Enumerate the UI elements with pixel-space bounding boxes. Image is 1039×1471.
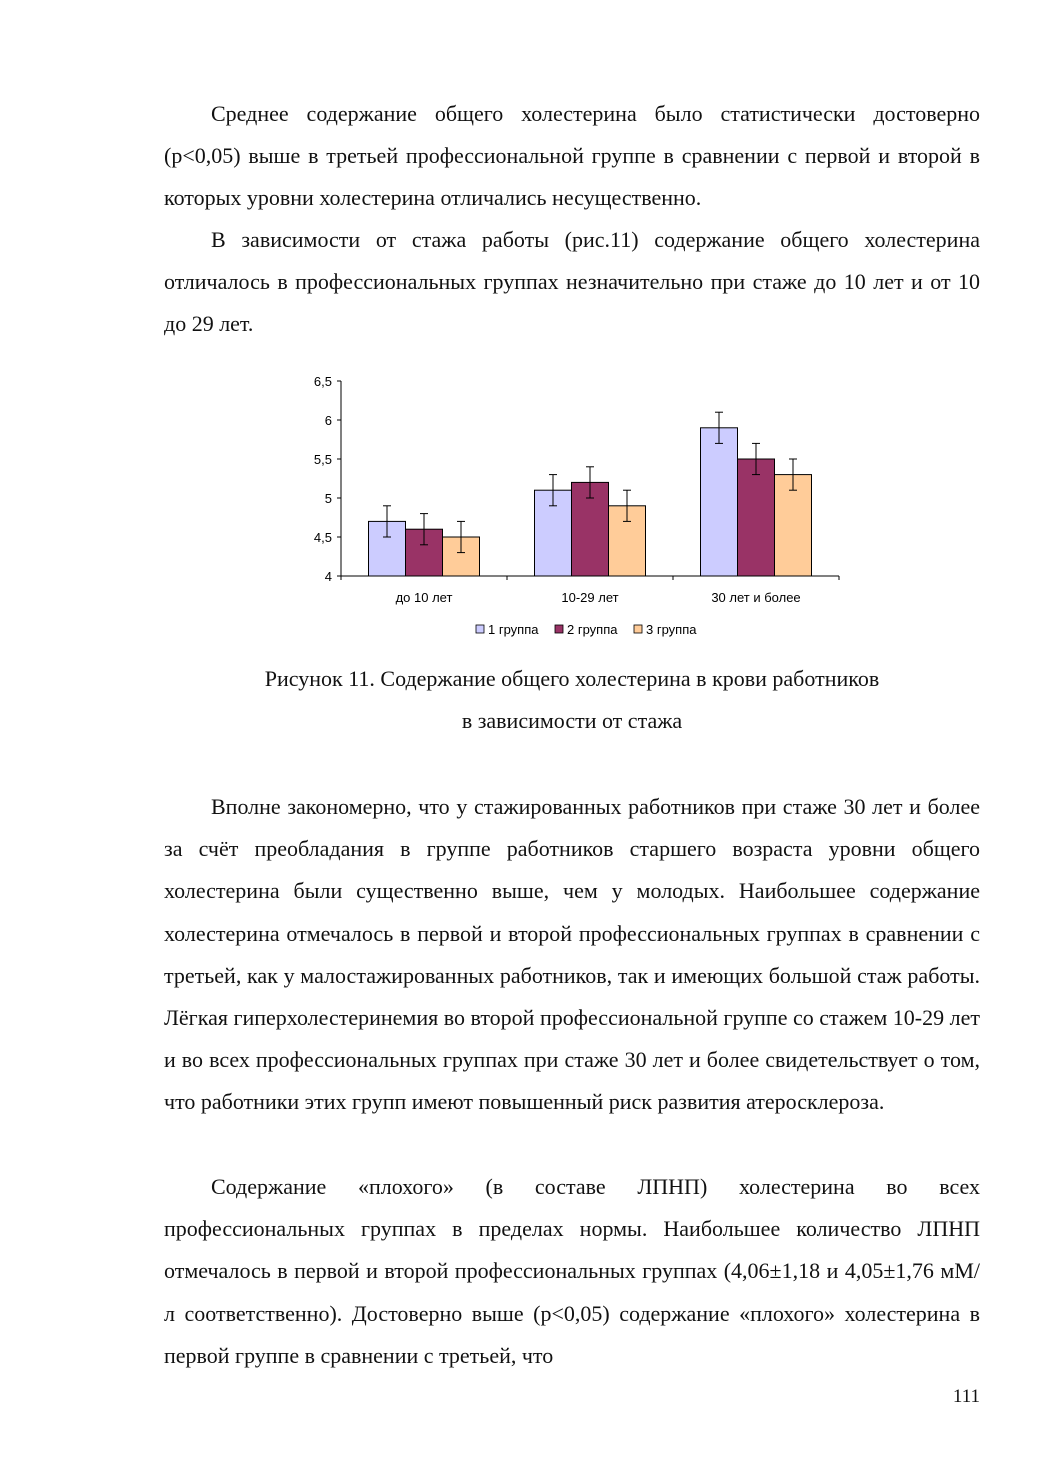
legend-label: 3 группа [646, 622, 697, 637]
legend-label: 2 группа [567, 622, 618, 637]
legend-swatch [555, 625, 563, 633]
y-tick-label: 5,5 [313, 452, 332, 467]
x-tick-label: 30 лет и более [711, 590, 801, 605]
x-tick-label: до 10 лет [395, 590, 453, 605]
paragraph-3: Вполне закономерно, что у стажированных работников при стаже 30 лет и более за счёт преобладания в группе работников старшего возраста уровни общего холестерина были существенно выше, чем у молодых. Наибольшее содержание холестерина отмечалось в первой и второй профессиональных группах в сравнении с третьей, как у малостажированных работников, так и имеющих большой стаж работы. Лёгкая гиперхолестеринемия во второй профессиональной группе со стажем 10-29 лет и во всех профессиональных группах при стаже 30 лет и более свидетельствует о том, что работники этих групп имеют повышенный риск развития атеросклероза. [164, 794, 980, 1115]
y-tick-label: 4,5 [313, 530, 332, 545]
bar [701, 428, 738, 576]
y-tick-label: 6 [324, 413, 332, 428]
y-tick-label: 4 [324, 569, 332, 584]
bar-chart [296, 366, 856, 656]
legend-swatch [476, 625, 484, 633]
paragraph-2: В зависимости от стажа работы (рис.11) содержание общего холестерина отличалось в профессиональных группах незначительно при стаже до 10 лет и от 10 до 29 лет. [164, 227, 980, 337]
bar [738, 459, 775, 576]
paragraph-4: Содержание «плохого» (в составе ЛПНП) холестерина во всех профессиональных группах в пределах нормы. Наибольшее количество ЛПНП отмечалось в первой и второй профессиональных группах (4,06±1,18 и 4,05±1,76 мМ/л соответственно). Достоверно выше (р<0,05) содержание «плохого» холестерина в первой группе в сравнении с третьей, что [164, 1174, 980, 1368]
figure-caption-line-1: Рисунок 11. Содержание общего холестерина в крови работников [264, 666, 880, 691]
y-tick-label: 5 [324, 491, 332, 506]
figure-caption-line-2: в зависимости от стажа [461, 708, 683, 733]
x-tick-label: 10-29 лет [561, 590, 619, 605]
y-tick-label: 6,5 [313, 374, 332, 389]
legend-label: 1 группа [488, 622, 539, 637]
paragraph-1: Среднее содержание общего холестерина было статистически достоверно (р<0,05) выше в третьей профессиональной группе в сравнении с первой и второй в которых уровни холестерина отличались несущественно. [164, 101, 980, 211]
page-number: 111 [952, 1386, 980, 1407]
legend-swatch [634, 625, 642, 633]
